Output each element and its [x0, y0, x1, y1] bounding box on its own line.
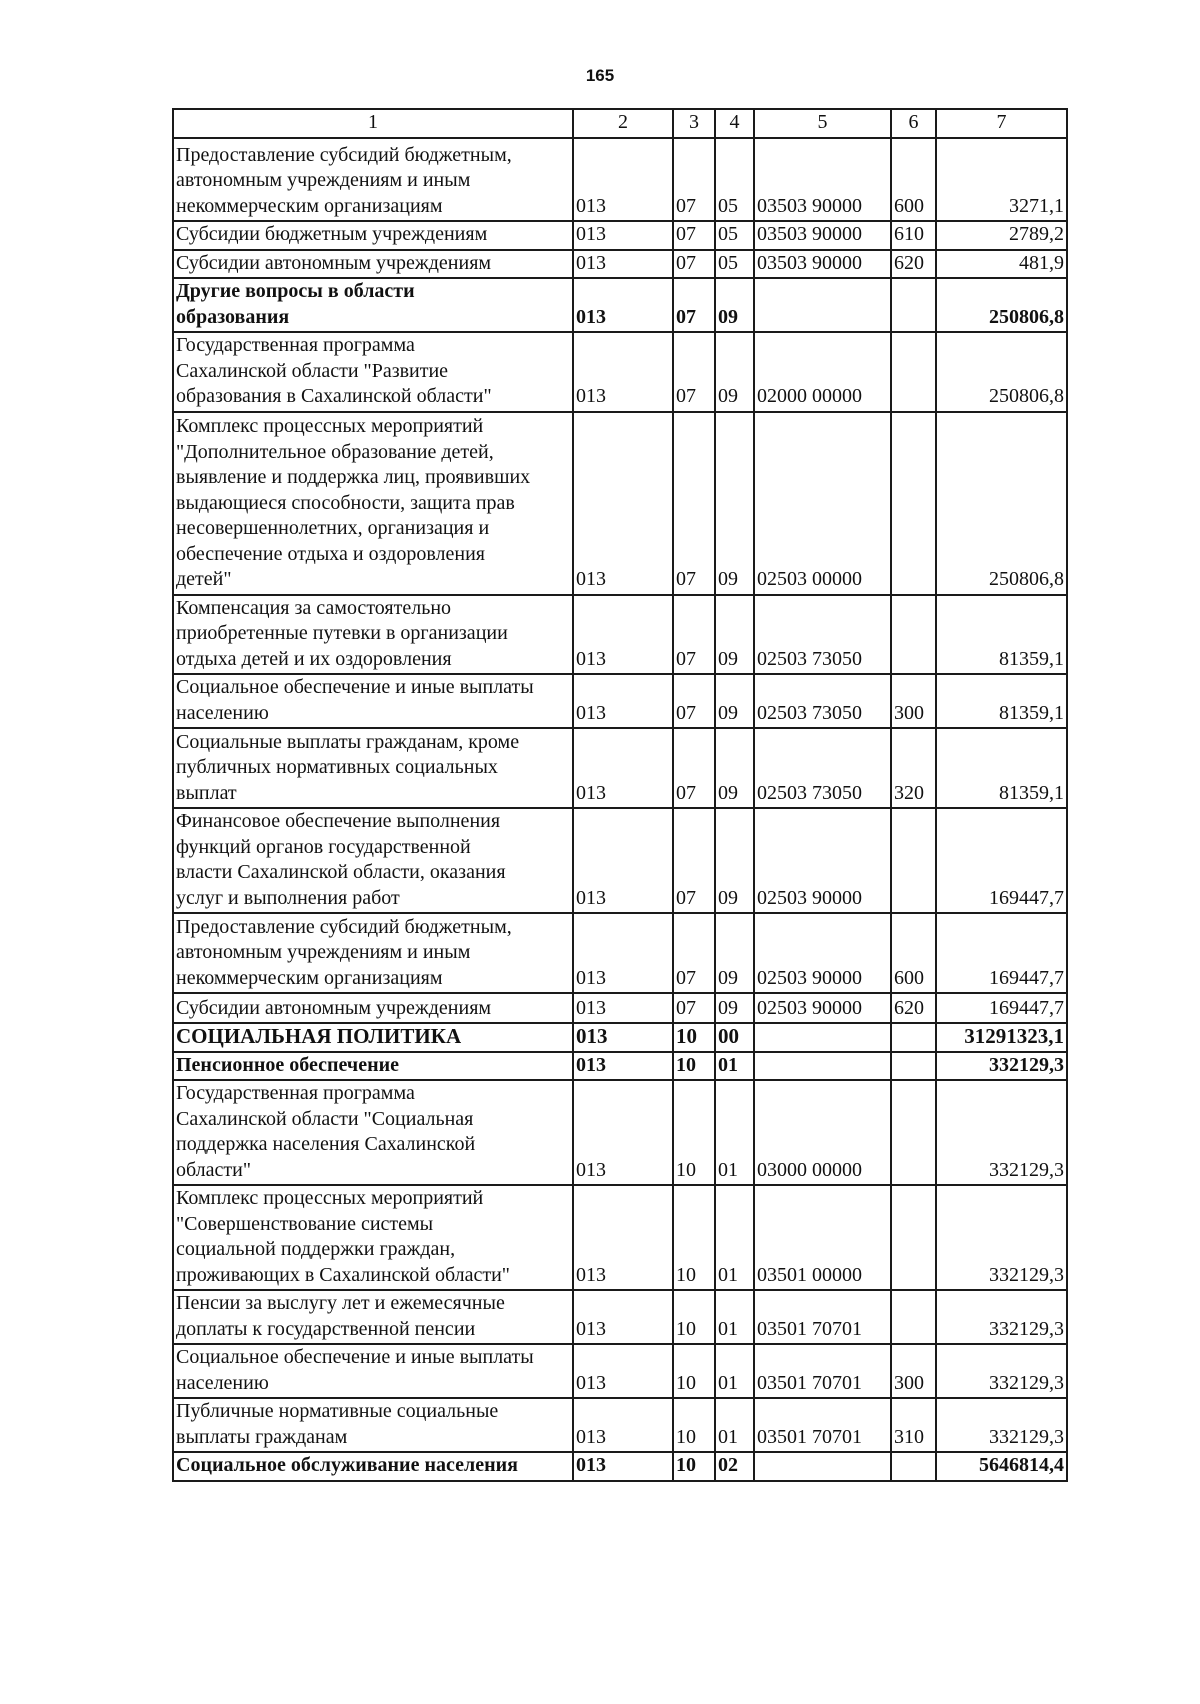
expense-type-code: [891, 1452, 936, 1481]
header-cell: 6: [891, 109, 936, 138]
row-description: Пенсионное обеспечение: [173, 1052, 573, 1081]
amount: 332129,3: [936, 1398, 1067, 1452]
header-cell: 4: [715, 109, 754, 138]
amount: 81359,1: [936, 595, 1067, 675]
expense-type-code: [891, 332, 936, 412]
subsection-code: 09: [715, 278, 754, 332]
header-cell: 7: [936, 109, 1067, 138]
table-row: [173, 221, 1067, 250]
ministry-code: 013: [573, 278, 673, 332]
amount: 332129,3: [936, 1080, 1067, 1185]
ministry-code: 013: [573, 221, 673, 250]
amount: 3271,1: [936, 138, 1067, 221]
expense-type-code: 620: [891, 993, 936, 1023]
table-row: [173, 1344, 1067, 1398]
target-article-code: 02503 73050: [754, 728, 891, 808]
ministry-code: 013: [573, 332, 673, 412]
target-article-code: 02000 00000: [754, 332, 891, 412]
section-code: 07: [673, 728, 715, 808]
subsection-code: 01: [715, 1290, 754, 1344]
expense-type-code: [891, 595, 936, 675]
table-row: [173, 1080, 1067, 1185]
target-article-code: 02503 90000: [754, 993, 891, 1023]
section-code: 10: [673, 1290, 715, 1344]
expense-type-code: [891, 1023, 936, 1052]
ministry-code: 013: [573, 1290, 673, 1344]
row-description: Пенсии за выслугу лет и ежемесячные доплаты к государственной пенсии: [173, 1290, 573, 1344]
amount: 169447,7: [936, 808, 1067, 913]
subsection-code: 05: [715, 138, 754, 221]
row-description: Финансовое обеспечение выполнения функций органов государственной власти Сахалинской области, оказания услуг и выполнения работ: [173, 808, 573, 913]
table-row: [173, 674, 1067, 728]
ministry-code: 013: [573, 993, 673, 1023]
table-row: [173, 278, 1067, 332]
table-header-row: [173, 109, 1067, 138]
amount: 332129,3: [936, 1052, 1067, 1081]
subsection-code: 09: [715, 913, 754, 993]
amount: 250806,8: [936, 412, 1067, 595]
table-row: [173, 728, 1067, 808]
target-article-code: 02503 73050: [754, 674, 891, 728]
target-article-code: 02503 73050: [754, 595, 891, 675]
row-description: Субсидии автономным учреждениям: [173, 250, 573, 279]
section-code: 07: [673, 332, 715, 412]
subsection-code: 05: [715, 250, 754, 279]
ministry-code: 013: [573, 674, 673, 728]
expense-type-code: 610: [891, 221, 936, 250]
expense-type-code: 320: [891, 728, 936, 808]
section-code: 07: [673, 913, 715, 993]
section-code: 10: [673, 1080, 715, 1185]
section-code: 07: [673, 412, 715, 595]
table-row: [173, 1052, 1067, 1081]
section-code: 07: [673, 674, 715, 728]
table-row: [173, 138, 1067, 221]
row-description: СОЦИАЛЬНАЯ ПОЛИТИКА: [173, 1023, 573, 1052]
row-description: Субсидии бюджетным учреждениям: [173, 221, 573, 250]
amount: 81359,1: [936, 674, 1067, 728]
expense-type-code: 300: [891, 674, 936, 728]
expense-type-code: [891, 1080, 936, 1185]
subsection-code: 09: [715, 808, 754, 913]
expense-type-code: [891, 1052, 936, 1081]
subsection-code: 09: [715, 412, 754, 595]
subsection-code: 05: [715, 221, 754, 250]
row-description: Социальные выплаты гражданам, кроме публичных нормативных социальных выплат: [173, 728, 573, 808]
subsection-code: 00: [715, 1023, 754, 1052]
amount: 332129,3: [936, 1290, 1067, 1344]
table-row: [173, 913, 1067, 993]
ministry-code: 013: [573, 1080, 673, 1185]
header-cell: 2: [573, 109, 673, 138]
amount: 169447,7: [936, 913, 1067, 993]
ministry-code: 013: [573, 250, 673, 279]
header-cell: 3: [673, 109, 715, 138]
table-row: [173, 332, 1067, 412]
row-description: Комплекс процессных мероприятий "Дополнительное образование детей, выявление и поддержка лиц, проявивших выдающиеся способности, защита прав несовершеннолетних, организация и обеспечение отдыха и оздоровления детей": [173, 412, 573, 595]
row-description: Предоставление субсидий бюджетным, автономным учреждениям и иным некоммерческим организациям: [173, 138, 573, 221]
row-description: Другие вопросы в области образования: [173, 278, 573, 332]
subsection-code: 01: [715, 1398, 754, 1452]
amount: 2789,2: [936, 221, 1067, 250]
subsection-code: 09: [715, 595, 754, 675]
expense-type-code: [891, 808, 936, 913]
expense-type-code: [891, 278, 936, 332]
expense-type-code: 300: [891, 1344, 936, 1398]
target-article-code: 03503 90000: [754, 138, 891, 221]
row-description: Публичные нормативные социальные выплаты гражданам: [173, 1398, 573, 1452]
amount: 250806,8: [936, 332, 1067, 412]
ministry-code: 013: [573, 913, 673, 993]
subsection-code: 02: [715, 1452, 754, 1481]
amount: 332129,3: [936, 1344, 1067, 1398]
ministry-code: 013: [573, 1185, 673, 1290]
section-code: 10: [673, 1452, 715, 1481]
expense-type-code: [891, 1185, 936, 1290]
target-article-code: 03503 90000: [754, 221, 891, 250]
table-row: [173, 1023, 1067, 1052]
subsection-code: 01: [715, 1052, 754, 1081]
section-code: 10: [673, 1023, 715, 1052]
expense-type-code: 620: [891, 250, 936, 279]
ministry-code: 013: [573, 1452, 673, 1481]
expense-type-code: 310: [891, 1398, 936, 1452]
section-code: 10: [673, 1185, 715, 1290]
row-description: Субсидии автономным учреждениям: [173, 993, 573, 1023]
target-article-code: 03501 00000: [754, 1185, 891, 1290]
target-article-code: 03501 70701: [754, 1290, 891, 1344]
section-code: 07: [673, 221, 715, 250]
expense-type-code: [891, 1290, 936, 1344]
ministry-code: 013: [573, 1398, 673, 1452]
table-row: [173, 1452, 1067, 1481]
expense-type-code: 600: [891, 138, 936, 221]
amount: 332129,3: [936, 1185, 1067, 1290]
section-code: 07: [673, 278, 715, 332]
ministry-code: 013: [573, 1023, 673, 1052]
target-article-code: 02503 90000: [754, 913, 891, 993]
row-description: Государственная программа Сахалинской области "Социальная поддержка населения Сахалинской области": [173, 1080, 573, 1185]
target-article-code: 03503 90000: [754, 250, 891, 279]
section-code: 07: [673, 808, 715, 913]
section-code: 10: [673, 1052, 715, 1081]
section-code: 07: [673, 250, 715, 279]
target-article-code: 03000 00000: [754, 1080, 891, 1185]
header-cell: 5: [754, 109, 891, 138]
subsection-code: 01: [715, 1185, 754, 1290]
section-code: 10: [673, 1344, 715, 1398]
table-row: [173, 808, 1067, 913]
row-description: Предоставление субсидий бюджетным, автономным учреждениям и иным некоммерческим организациям: [173, 913, 573, 993]
header-cell: 1: [173, 109, 573, 138]
subsection-code: 09: [715, 993, 754, 1023]
budget-table: [172, 108, 1068, 1482]
section-code: 07: [673, 595, 715, 675]
expense-type-code: 600: [891, 913, 936, 993]
section-code: 10: [673, 1398, 715, 1452]
table-row: [173, 412, 1067, 595]
ministry-code: 013: [573, 138, 673, 221]
row-description: Компенсация за самостоятельно приобретенные путевки в организации отдыха детей и их оздоровления: [173, 595, 573, 675]
amount: 5646814,4: [936, 1452, 1067, 1481]
subsection-code: 09: [715, 728, 754, 808]
row-description: Социальное обеспечение и иные выплаты населению: [173, 1344, 573, 1398]
ministry-code: 013: [573, 1344, 673, 1398]
row-description: Социальное обеспечение и иные выплаты населению: [173, 674, 573, 728]
table-row: [173, 1185, 1067, 1290]
target-article-code: 02503 90000: [754, 808, 891, 913]
target-article-code: 02503 00000: [754, 412, 891, 595]
page-number: 165: [585, 66, 615, 85]
amount: 31291323,1: [936, 1023, 1067, 1052]
subsection-code: 09: [715, 674, 754, 728]
table-row: [173, 1398, 1067, 1452]
ministry-code: 013: [573, 1052, 673, 1081]
table-row: [173, 595, 1067, 675]
target-article-code: [754, 278, 891, 332]
amount: 250806,8: [936, 278, 1067, 332]
target-article-code: [754, 1052, 891, 1081]
row-description: Комплекс процессных мероприятий "Совершенствование системы социальной поддержки граждан, проживающих в Сахалинской области": [173, 1185, 573, 1290]
table-row: [173, 1290, 1067, 1344]
expense-type-code: [891, 412, 936, 595]
section-code: 07: [673, 138, 715, 221]
row-description: Государственная программа Сахалинской области "Развитие образования в Сахалинской области": [173, 332, 573, 412]
target-article-code: [754, 1452, 891, 1481]
ministry-code: 013: [573, 808, 673, 913]
ministry-code: 013: [573, 728, 673, 808]
row-description: Социальное обслуживание населения: [173, 1452, 573, 1481]
subsection-code: 09: [715, 332, 754, 412]
amount: 81359,1: [936, 728, 1067, 808]
target-article-code: [754, 1023, 891, 1052]
section-code: 07: [673, 993, 715, 1023]
target-article-code: 03501 70701: [754, 1344, 891, 1398]
subsection-code: 01: [715, 1344, 754, 1398]
subsection-code: 01: [715, 1080, 754, 1185]
ministry-code: 013: [573, 595, 673, 675]
amount: 481,9: [936, 250, 1067, 279]
amount: 169447,7: [936, 993, 1067, 1023]
ministry-code: 013: [573, 412, 673, 595]
target-article-code: 03501 70701: [754, 1398, 891, 1452]
table-row: [173, 993, 1067, 1023]
table-row: [173, 250, 1067, 279]
